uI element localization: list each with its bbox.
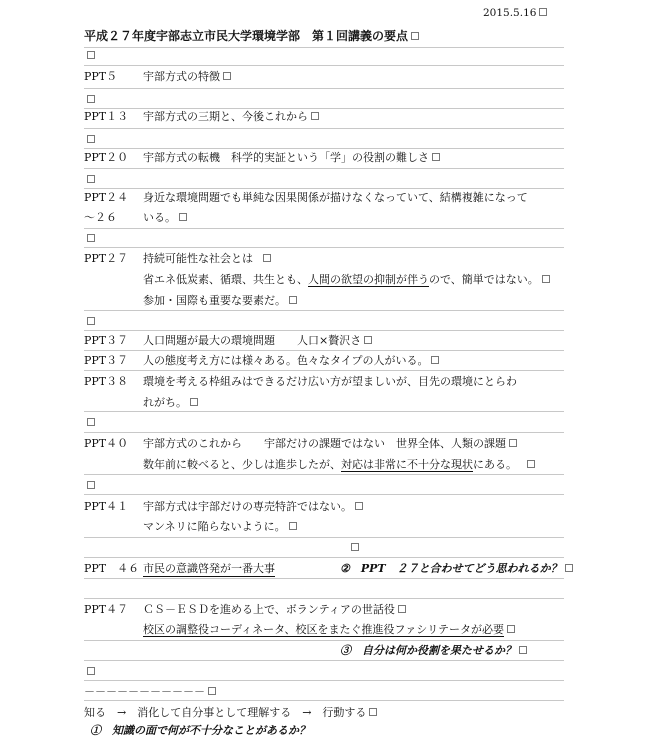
- list-item-ppt38: PPT３８ 環境を考える枠組みはできるだけ広い方が望ましいが、目先の環境にとらわ: [84, 375, 517, 388]
- list-item-ppt38-cont: れがち。: [84, 396, 564, 417]
- list-item-ppt40: PPT４０ 宇部方式のこれから 宇部だけの課題ではない 世界全体、人類の課題: [84, 437, 564, 458]
- paragraph-mark-icon: [509, 439, 517, 447]
- list-item-ppt20: PPT２０ 宇部方式の転機 科学的実証という「学」の役割の難しさ: [84, 151, 564, 172]
- paragraph-mark-icon: [507, 625, 515, 633]
- document-date: 2015.5.16: [483, 7, 547, 19]
- paragraph-mark-icon: [542, 275, 550, 283]
- paragraph-mark-icon: [311, 112, 319, 120]
- paragraph-mark-icon: [87, 95, 95, 103]
- list-item-ppt41: PPT４１ 宇部方式は宇部だけの専売特許ではない。: [84, 500, 564, 521]
- list-item-ppt46: PPT ４６ 市民の意識啓発が一番大事 ② PPT ２７と合わせてどう思われるか？: [84, 562, 564, 583]
- paragraph-mark-icon: [432, 153, 440, 161]
- paragraph-mark-icon: [87, 418, 95, 426]
- paragraph-mark-icon: [208, 687, 216, 695]
- list-item-ppt37b: PPT３７ 人の態度考え方には様々ある。色々なタイプの人がいる。: [84, 354, 564, 375]
- paragraph-mark-icon: [398, 605, 406, 613]
- paragraph-mark-icon: [87, 175, 95, 183]
- list-item-ppt27: PPT２７ 持続可能性な社会とは: [84, 252, 564, 273]
- paragraph-mark-icon: [223, 72, 231, 80]
- paragraph-mark-icon: [369, 708, 377, 716]
- list-item-ppt41-sub: マンネリに陥らないように。: [84, 520, 564, 541]
- question-1: ① 知識の面で何が不十分なことがあるか？: [90, 724, 310, 737]
- paragraph-mark-icon: [289, 296, 297, 304]
- paragraph-mark-icon: [87, 51, 95, 59]
- document-title: 平成２７年度宇部志立市民大学環境学部 第１回講義の要点: [84, 27, 419, 44]
- paragraph-mark-icon: [87, 317, 95, 325]
- paragraph-mark-icon: [527, 460, 535, 468]
- paragraph-mark-icon: [351, 543, 359, 551]
- paragraph-mark-icon: [87, 135, 95, 143]
- list-item-ppt47-sub: 校区の調整役コーディネータ、校区をまたぐ推進役ファシリテータが必要: [84, 623, 564, 644]
- paragraph-mark-icon: [411, 32, 419, 40]
- list-item-ppt24-cont: ～２６ いる。: [84, 211, 564, 232]
- flow-line: 知る → 消化して自分事として理解する → 行動する: [84, 706, 564, 727]
- paragraph-mark-icon: [87, 234, 95, 242]
- dash-separator: －－－－－－－－－－－: [84, 685, 564, 706]
- list-item-ppt27-sub2: 参加・国際も重要な要素だ。: [84, 294, 564, 315]
- list-item-ppt13: PPT１３ 宇部方式の三期と、今後これから: [84, 110, 564, 131]
- paragraph-mark-icon: [179, 213, 187, 221]
- list-item-ppt40-sub: 数年前に較べると、少しは進歩したが、対応は非常に不十分な現状にある。: [84, 458, 564, 479]
- list-item-ppt24: PPT２４ 身近な環境問題でも単純な因果関係が描けなくなっていて、結構複雑になって: [84, 191, 528, 204]
- paragraph-mark-icon: [87, 667, 95, 675]
- list-item-ppt5: PPT５ 宇部方式の特徴: [84, 70, 564, 91]
- list-item-ppt37a: PPT３７ 人口問題が最大の環境問題 人口×贅沢さ: [84, 334, 564, 355]
- paragraph-mark-icon: [355, 502, 363, 510]
- paragraph-mark-icon: [539, 8, 547, 16]
- paragraph-mark-icon: [289, 522, 297, 530]
- list-item-ppt27-sub1: 省エネ低炭素、循環、共生とも、人間の欲望の抑制が伴うので、簡単ではない。: [84, 273, 564, 294]
- paragraph-mark-icon: [190, 398, 198, 406]
- question-3: ③ 自分は何か役割を果たせるか？: [84, 644, 564, 665]
- list-item-ppt47: PPT４７ ＣＳ－ＥＳＤを進める上で、ボランティアの世話役: [84, 603, 564, 624]
- paragraph-mark-icon: [263, 254, 271, 262]
- paragraph-mark-icon: [565, 564, 573, 572]
- paragraph-mark-icon: [431, 356, 439, 364]
- paragraph-mark-icon: [87, 481, 95, 489]
- paragraph-mark-icon: [519, 646, 527, 654]
- paragraph-mark-icon: [364, 336, 372, 344]
